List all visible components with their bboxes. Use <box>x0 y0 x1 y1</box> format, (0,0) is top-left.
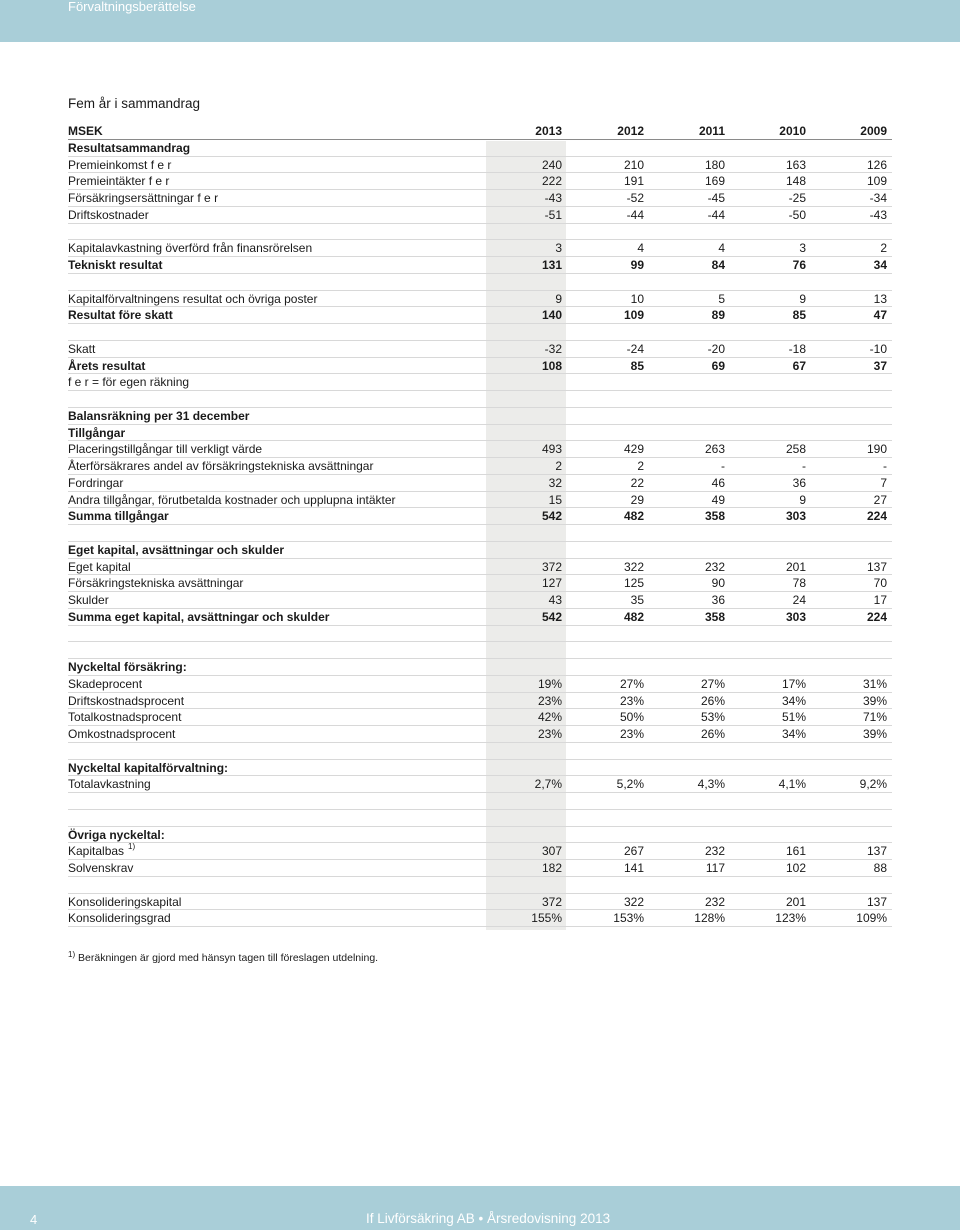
row-value: 24 <box>792 593 806 607</box>
row-value: -44 <box>626 207 644 222</box>
row-value: 35 <box>630 593 644 607</box>
table-row <box>68 726 892 743</box>
table-row <box>68 827 892 844</box>
row-value: 4,3% <box>697 777 725 792</box>
row-value: 131 <box>541 258 562 272</box>
table-row <box>68 408 892 425</box>
row-value: 76 <box>792 258 806 272</box>
row-value: -18 <box>788 341 806 356</box>
row-label: Summa tillgångar <box>68 509 169 524</box>
row-label: Balansräkning per 31 december <box>68 408 250 423</box>
row-value: 169 <box>704 174 725 189</box>
row-label: Försäkringsersättningar f e r <box>68 191 219 205</box>
row-label: Resultat före skatt <box>68 308 173 323</box>
row-value: 39% <box>862 693 887 708</box>
row-value: 123% <box>775 911 806 926</box>
row-value: 240 <box>541 157 562 172</box>
row-value: 17 <box>873 593 887 607</box>
row-value: 482 <box>623 509 644 524</box>
row-value: -45 <box>707 191 725 205</box>
row-value: 50% <box>619 710 644 725</box>
row-value: 372 <box>541 559 562 574</box>
table-row <box>68 425 892 442</box>
table-spacer-row <box>68 793 892 810</box>
row-value: 23% <box>537 727 562 741</box>
row-value: -32 <box>544 341 562 356</box>
row-value: 2 <box>880 241 887 256</box>
row-value: 34% <box>781 693 806 708</box>
row-value: - <box>802 459 806 473</box>
summary-table <box>68 123 892 927</box>
table-spacer-row <box>68 642 892 659</box>
row-value: -24 <box>626 341 644 356</box>
publication-title: If Livförsäkring AB • Årsredovisning 2013 <box>366 1211 611 1226</box>
table-row <box>68 492 892 509</box>
table-row <box>68 760 892 777</box>
table-row <box>68 307 892 324</box>
row-value: 49 <box>711 492 725 507</box>
row-value: 17% <box>781 676 806 691</box>
table-row <box>68 441 892 458</box>
row-value: 78 <box>792 576 806 591</box>
row-value: 23% <box>537 693 562 708</box>
table-row <box>68 559 892 576</box>
bottom-footer-bar <box>0 1186 960 1230</box>
section-title: Förvaltningsberättelse <box>68 0 196 14</box>
row-value: 99 <box>630 258 644 272</box>
row-value: 26% <box>700 693 725 708</box>
row-value: 9 <box>799 291 806 306</box>
row-value: 224 <box>866 609 887 624</box>
page-title: Fem år i sammandrag <box>68 96 201 111</box>
row-value: 155% <box>531 911 562 926</box>
footnote-mark: 1) <box>68 950 76 959</box>
table-row <box>68 860 892 877</box>
row-value: 201 <box>785 894 806 909</box>
row-value: 163 <box>785 157 806 172</box>
row-value: 36 <box>711 593 725 607</box>
row-value: - <box>883 459 887 473</box>
row-value: 42% <box>537 710 562 725</box>
row-value: 140 <box>541 308 562 323</box>
row-label: Solvenskrav <box>68 861 134 875</box>
row-value: 542 <box>541 609 562 624</box>
row-value: 85 <box>792 308 806 323</box>
table-row: Kapitalbas 1) 307 267 232 161 137 <box>68 843 892 860</box>
row-value: 89 <box>711 308 725 323</box>
table-row <box>68 140 892 157</box>
row-value: 88 <box>873 861 887 875</box>
row-label: Eget kapital <box>68 559 131 574</box>
row-value: 482 <box>623 609 644 624</box>
row-label: Återförsäkrares andel av försäkringstekniska avsättningar <box>68 459 374 473</box>
row-value: 117 <box>705 861 725 875</box>
row-value: 358 <box>704 609 725 624</box>
row-label: Andra tillgångar, förutbetalda kostnader och upplupna intäkter <box>68 492 396 507</box>
row-value: 125 <box>623 576 644 591</box>
table-row <box>68 257 892 274</box>
row-value: 36 <box>792 475 806 490</box>
row-label: Driftskostnader <box>68 207 149 222</box>
table-row <box>68 609 892 626</box>
row-value: 39% <box>862 727 887 741</box>
row-value: 127 <box>541 576 562 591</box>
row-label: Eget kapital, avsättningar och skulder <box>68 542 285 557</box>
row-value: 258 <box>785 442 806 457</box>
column-header-year: 2013 <box>535 124 562 138</box>
row-value: 303 <box>785 509 806 524</box>
table-spacer-row <box>68 877 892 894</box>
row-value: 109 <box>866 174 887 189</box>
row-value: 85 <box>630 358 644 373</box>
row-value: 27% <box>619 676 644 691</box>
row-value: 232 <box>704 894 725 909</box>
table-row <box>68 776 892 793</box>
table-row <box>68 910 892 927</box>
row-value: 5,2% <box>616 777 644 792</box>
row-label: Premieintäkter f e r <box>68 174 170 189</box>
table-spacer-row <box>68 391 892 408</box>
top-header-bar <box>0 0 960 42</box>
row-value: 9,2% <box>859 777 887 792</box>
row-value: 22 <box>630 475 644 490</box>
table-row <box>68 157 892 174</box>
row-value: -43 <box>869 207 887 222</box>
row-value: 13 <box>873 291 887 306</box>
row-value: 67 <box>792 358 806 373</box>
row-value: 4 <box>718 241 725 256</box>
table-row <box>68 458 892 475</box>
row-value: -10 <box>869 341 887 356</box>
column-header-unit: MSEK <box>68 124 103 138</box>
row-label: Övriga nyckeltal: <box>68 827 165 842</box>
row-label: Summa eget kapital, avsättningar och skulder <box>68 609 330 624</box>
table-row <box>68 592 892 609</box>
column-header-year: 2012 <box>617 124 644 138</box>
row-value: 2,7% <box>534 777 562 792</box>
row-label: Driftskostnadsprocent <box>68 693 185 708</box>
row-value: 222 <box>541 174 562 189</box>
row-value: 542 <box>541 509 562 524</box>
table-row <box>68 475 892 492</box>
table-body <box>68 140 892 927</box>
page-number: 4 <box>30 1212 38 1227</box>
row-value: 23% <box>619 727 644 741</box>
row-value: 3 <box>555 241 562 256</box>
row-value: 27 <box>873 492 887 507</box>
row-label: Kapitalbas <box>68 844 125 859</box>
table-header-row <box>68 123 892 140</box>
row-label: Kapitalavkastning överförd från finansrörelsen <box>68 241 313 256</box>
row-value: 27% <box>700 676 725 691</box>
row-value: 180 <box>704 157 725 172</box>
table-row <box>68 374 892 391</box>
row-label: Årets resultat <box>68 358 146 373</box>
table-row <box>68 358 892 375</box>
table-spacer-row <box>68 274 892 291</box>
row-value: 51% <box>781 710 806 725</box>
table-row <box>68 894 892 911</box>
row-value: 46 <box>711 475 725 490</box>
row-value: 9 <box>799 492 806 507</box>
row-value: -51 <box>544 207 562 222</box>
row-value: 47 <box>873 308 887 323</box>
table-spacer-row <box>68 324 892 341</box>
row-value: 263 <box>704 442 725 457</box>
row-label: Totalkostnadsprocent <box>68 710 182 725</box>
row-value: 32 <box>548 475 562 490</box>
row-label: Konsolideringskapital <box>68 894 182 909</box>
row-value: 31% <box>862 676 887 691</box>
row-value: 70 <box>873 576 887 591</box>
table-row <box>68 575 892 592</box>
row-label: Kapitalförvaltningens resultat och övriga poster <box>68 291 318 306</box>
row-value: 137 <box>866 559 887 574</box>
row-value: -50 <box>788 207 806 222</box>
row-value: 303 <box>785 609 806 624</box>
row-value: 109 <box>623 308 644 323</box>
footnote <box>68 952 378 964</box>
row-value: 108 <box>541 358 562 373</box>
row-value: 137 <box>866 894 887 909</box>
row-label: Konsolideringsgrad <box>68 911 171 926</box>
row-value: 322 <box>623 559 644 574</box>
row-label: Resultatsammandrag <box>68 140 191 155</box>
row-value: 161 <box>785 844 806 859</box>
row-value: 128% <box>694 911 725 926</box>
table-spacer-row <box>68 743 892 760</box>
row-value: 493 <box>541 442 562 457</box>
row-value: 126 <box>866 157 887 172</box>
row-value: 29 <box>630 492 644 507</box>
row-value: -52 <box>626 191 644 205</box>
row-value: 34 <box>873 258 887 272</box>
row-value: 358 <box>704 509 725 524</box>
row-value: -20 <box>707 341 725 356</box>
row-value: 429 <box>623 442 644 457</box>
table-row <box>68 207 892 224</box>
table-row <box>68 341 892 358</box>
row-value: 84 <box>711 258 725 272</box>
row-label: Nyckeltal försäkring: <box>68 660 187 674</box>
row-value: 9 <box>555 291 562 306</box>
row-value: 148 <box>785 174 806 189</box>
table-row <box>68 676 892 693</box>
row-label: Nyckeltal kapitalförvaltning: <box>68 760 229 775</box>
row-value: 153% <box>613 911 644 926</box>
table-spacer-row <box>68 224 892 241</box>
table-row <box>68 291 892 308</box>
row-value: 53% <box>700 710 725 725</box>
row-label: Omkostnadsprocent <box>68 727 176 741</box>
row-value: 182 <box>541 861 562 875</box>
table-spacer-row <box>68 626 892 643</box>
row-value: 137 <box>866 844 887 859</box>
row-value: 109% <box>856 911 887 926</box>
row-value: 4 <box>637 241 644 256</box>
row-value: -44 <box>707 207 725 222</box>
row-label: Tekniskt resultat <box>68 258 163 272</box>
row-value: 307 <box>541 844 562 859</box>
table-spacer-row <box>68 810 892 827</box>
row-value: 23% <box>619 693 644 708</box>
row-value: 267 <box>623 844 644 859</box>
row-label: f e r = för egen räkning <box>68 375 190 390</box>
row-value: 224 <box>866 509 887 524</box>
row-value: -43 <box>544 191 562 205</box>
row-value: 2 <box>637 459 644 473</box>
row-value: 43 <box>548 593 562 607</box>
row-value: 26% <box>700 727 725 741</box>
table-row <box>68 173 892 190</box>
row-value: 90 <box>711 576 725 591</box>
row-value: 2 <box>555 459 562 473</box>
row-value: 232 <box>704 844 725 859</box>
column-header-year: 2010 <box>779 124 806 138</box>
row-label: Placeringstillgångar till verkligt värde <box>68 442 263 457</box>
table-row <box>68 542 892 559</box>
row-value: 141 <box>623 861 644 875</box>
row-label: Tillgångar <box>68 425 126 440</box>
row-value: 37 <box>873 358 887 373</box>
row-value: 7 <box>880 475 887 490</box>
row-value: 191 <box>623 174 644 189</box>
row-label: Premieinkomst f e r <box>68 157 172 172</box>
row-value: 4,1% <box>778 777 806 792</box>
row-value: 69 <box>711 358 725 373</box>
row-label: Försäkringstekniska avsättningar <box>68 576 244 591</box>
column-header-year: 2011 <box>698 124 725 138</box>
table-row <box>68 240 892 257</box>
column-header-year: 2009 <box>860 124 887 138</box>
row-label: Totalavkastning <box>68 777 151 792</box>
table-row <box>68 508 892 525</box>
row-value: 232 <box>704 559 725 574</box>
table-row <box>68 659 892 676</box>
row-value: 71% <box>862 710 887 725</box>
row-value: - <box>721 459 725 473</box>
row-value: 190 <box>866 442 887 457</box>
row-value: 102 <box>785 861 806 875</box>
row-label: Skulder <box>68 593 109 607</box>
table-row <box>68 709 892 726</box>
row-value: 10 <box>630 291 644 306</box>
table-row <box>68 190 892 207</box>
row-value: 201 <box>785 559 806 574</box>
table-spacer-row <box>68 525 892 542</box>
row-value: 210 <box>623 157 644 172</box>
row-value: 5 <box>718 291 725 306</box>
footnote-text: Beräkningen är gjord med hänsyn tagen till föreslagen utdelning. <box>78 952 379 964</box>
row-label: Skadeprocent <box>68 676 143 691</box>
row-label: Fordringar <box>68 475 124 490</box>
row-value: 372 <box>541 894 562 909</box>
row-value: 322 <box>623 894 644 909</box>
table-row <box>68 693 892 710</box>
row-value: -25 <box>788 191 806 205</box>
row-value: 34% <box>781 727 806 741</box>
row-value: 19% <box>537 676 562 691</box>
row-label: Skatt <box>68 341 96 356</box>
row-value: 15 <box>548 492 562 507</box>
row-value: 3 <box>799 241 806 256</box>
row-value: -34 <box>869 191 887 205</box>
